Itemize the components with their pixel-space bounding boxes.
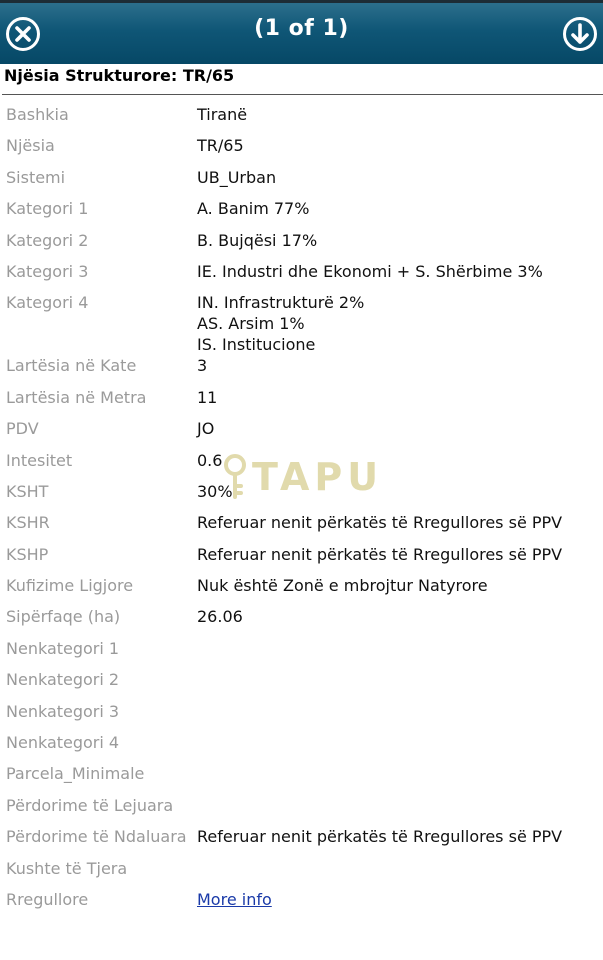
attribute-label: Intesitet xyxy=(6,450,73,470)
attribute-label: Nenkategori 2 xyxy=(6,670,120,690)
attribute-value: 11 xyxy=(197,387,218,407)
attribute-row xyxy=(0,701,603,732)
popup-header xyxy=(0,0,603,64)
attribute-row xyxy=(0,763,603,794)
attribute-value xyxy=(197,795,201,826)
attribute-value xyxy=(197,669,201,700)
attribute-row xyxy=(0,512,603,543)
attribute-row xyxy=(0,230,603,261)
more-info-link[interactable]: More info xyxy=(197,889,272,909)
download-icon[interactable] xyxy=(562,16,598,52)
attribute-value-line: IN. Infrastrukturë 2% xyxy=(197,293,365,313)
attribute-label: KSHP xyxy=(6,544,49,564)
attribute-value: 0.6 xyxy=(197,450,223,470)
attribute-row xyxy=(0,418,603,449)
attribute-row xyxy=(0,292,603,355)
attribute-row xyxy=(0,795,603,826)
attribute-value: 30% xyxy=(197,481,233,501)
attribute-label: Kufizime Ligjore xyxy=(6,576,134,596)
attribute-label: Nenkategori 1 xyxy=(6,638,120,658)
attribute-value: 3 xyxy=(197,356,208,376)
attribute-value: B. Bujqësi 17% xyxy=(197,230,318,250)
attribute-value: Referuar nenit përkatës të Rregullores së PPV xyxy=(197,513,563,533)
watermark xyxy=(222,454,383,500)
attribute-row xyxy=(0,826,603,857)
attribute-label: Kategori 1 xyxy=(6,199,89,219)
key-icon xyxy=(222,454,248,500)
attribute-label: Kategori 2 xyxy=(6,230,89,250)
attribute-row xyxy=(0,198,603,229)
attribute-value: 26.06 xyxy=(197,607,243,627)
attribute-value xyxy=(197,638,201,669)
attribute-label: Nenkategori 4 xyxy=(6,733,120,753)
attribute-label: Parcela_Minimale xyxy=(6,764,145,784)
attribute-label: Kategori 3 xyxy=(6,261,89,281)
attribute-row xyxy=(0,575,603,606)
attribute-label: Bashkia xyxy=(6,105,69,124)
attribute-value xyxy=(197,292,368,355)
divider xyxy=(2,94,603,95)
attribute-label: Sipërfaqe (ha) xyxy=(6,607,121,627)
attribute-row xyxy=(0,104,603,135)
attribute-row xyxy=(0,355,603,386)
attribute-value xyxy=(197,701,201,732)
attribute-label: Lartësia në Metra xyxy=(6,387,147,407)
attribute-row xyxy=(0,167,603,198)
attribute-value xyxy=(197,763,201,794)
attribute-table xyxy=(0,104,603,920)
attribute-label: KSHT xyxy=(6,481,49,501)
attribute-value: JO xyxy=(197,419,215,439)
attribute-row xyxy=(0,387,603,418)
attribute-label: Përdorime të Ndaluara xyxy=(6,827,187,847)
attribute-value: Referuar nenit përkatës të Rregullores së PPV xyxy=(197,544,563,564)
attribute-row xyxy=(0,638,603,669)
attribute-label: KSHR xyxy=(6,513,50,533)
watermark-text: TAPU xyxy=(252,455,384,499)
attribute-value: IE. Industri dhe Ekonomi + S. Shërbime 3% xyxy=(197,261,543,281)
attribute-label: Nenkategori 3 xyxy=(6,701,120,721)
attribute-label: PDV xyxy=(6,419,39,439)
attribute-value: A. Banim 77% xyxy=(197,199,310,219)
attribute-value: Referuar nenit përkatës të Rregullores së PPV xyxy=(197,827,563,847)
attribute-label: Kushte të Tjera xyxy=(6,858,128,878)
attribute-value xyxy=(197,889,276,920)
attribute-label: Sistemi xyxy=(6,167,66,187)
attribute-row xyxy=(0,544,603,575)
attribute-row xyxy=(0,135,603,166)
attribute-value: Tiranë xyxy=(197,105,248,124)
feature-title: Njësia Strukturore: TR/65 xyxy=(4,66,235,85)
attribute-value-line: IS. Institucione xyxy=(197,335,316,355)
attribute-value: TR/65 xyxy=(197,136,244,156)
attribute-value xyxy=(197,858,201,889)
attribute-label: Lartësia në Kate xyxy=(6,356,137,376)
attribute-label: Kategori 4 xyxy=(6,293,89,313)
attribute-row xyxy=(0,261,603,292)
popup-counter: (1 of 1) xyxy=(254,16,349,41)
attribute-row xyxy=(0,606,603,637)
attribute-label: Përdorime të Lejuara xyxy=(6,795,174,815)
attribute-value xyxy=(197,732,201,763)
attribute-row xyxy=(0,858,603,889)
attribute-label: Njësia xyxy=(6,136,55,156)
attribute-value-line: AS. Arsim 1% xyxy=(197,314,305,334)
attribute-row xyxy=(0,732,603,763)
attribute-row xyxy=(0,669,603,700)
attribute-value: Nuk është Zonë e mbrojtur Natyrore xyxy=(197,576,488,596)
attribute-row xyxy=(0,889,603,920)
attribute-value: UB_Urban xyxy=(197,167,277,187)
attribute-label: Rregullore xyxy=(6,889,89,909)
